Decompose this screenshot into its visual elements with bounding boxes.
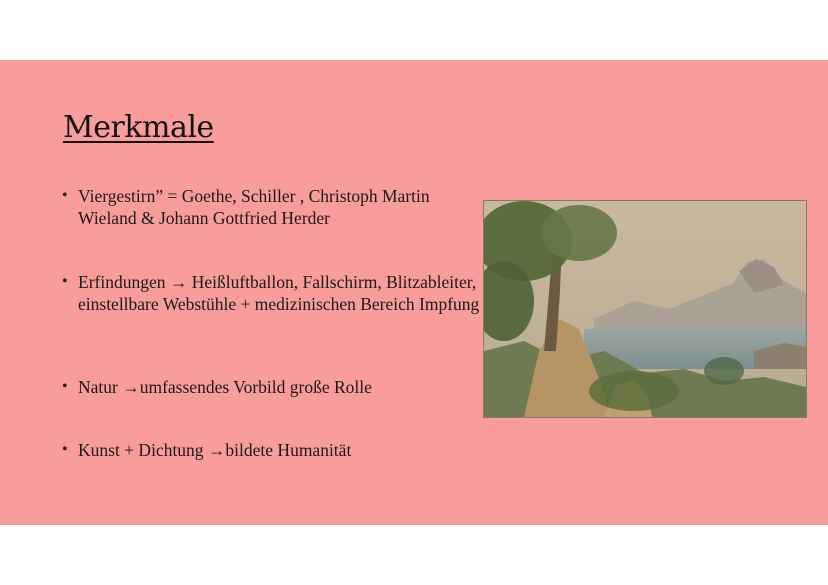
bullet-text: Viergestirn” = Goethe, Schiller , Christoph Martin Wieland & Johann Gottfried Herder — [78, 186, 430, 228]
bullet-item — [62, 439, 482, 461]
landscape-painting — [483, 200, 807, 418]
bullet-dot: • — [62, 273, 68, 290]
tree-foliage — [541, 205, 617, 261]
bullet-text: Erfindungen → Heißluftballon, Fallschirm, Blitzableiter, einstellbare Webstühle + medizinischen Bereich Impfung — [78, 272, 480, 314]
bullet-text: Kunst + Dichtung →bildete Humanität — [78, 440, 352, 460]
bullet-dot: • — [62, 441, 68, 458]
slide — [0, 60, 828, 525]
slide-title: Merkmale — [63, 110, 214, 145]
bullet-item — [62, 376, 482, 398]
bullet-text: Natur →umfassendes Vorbild große Rolle — [78, 377, 372, 397]
bullet-dot: • — [62, 187, 68, 204]
shrubs — [704, 357, 744, 385]
shrubs — [589, 371, 679, 411]
bullet-item — [62, 185, 482, 229]
bullet-item — [62, 271, 482, 315]
bullet-dot: • — [62, 378, 68, 395]
